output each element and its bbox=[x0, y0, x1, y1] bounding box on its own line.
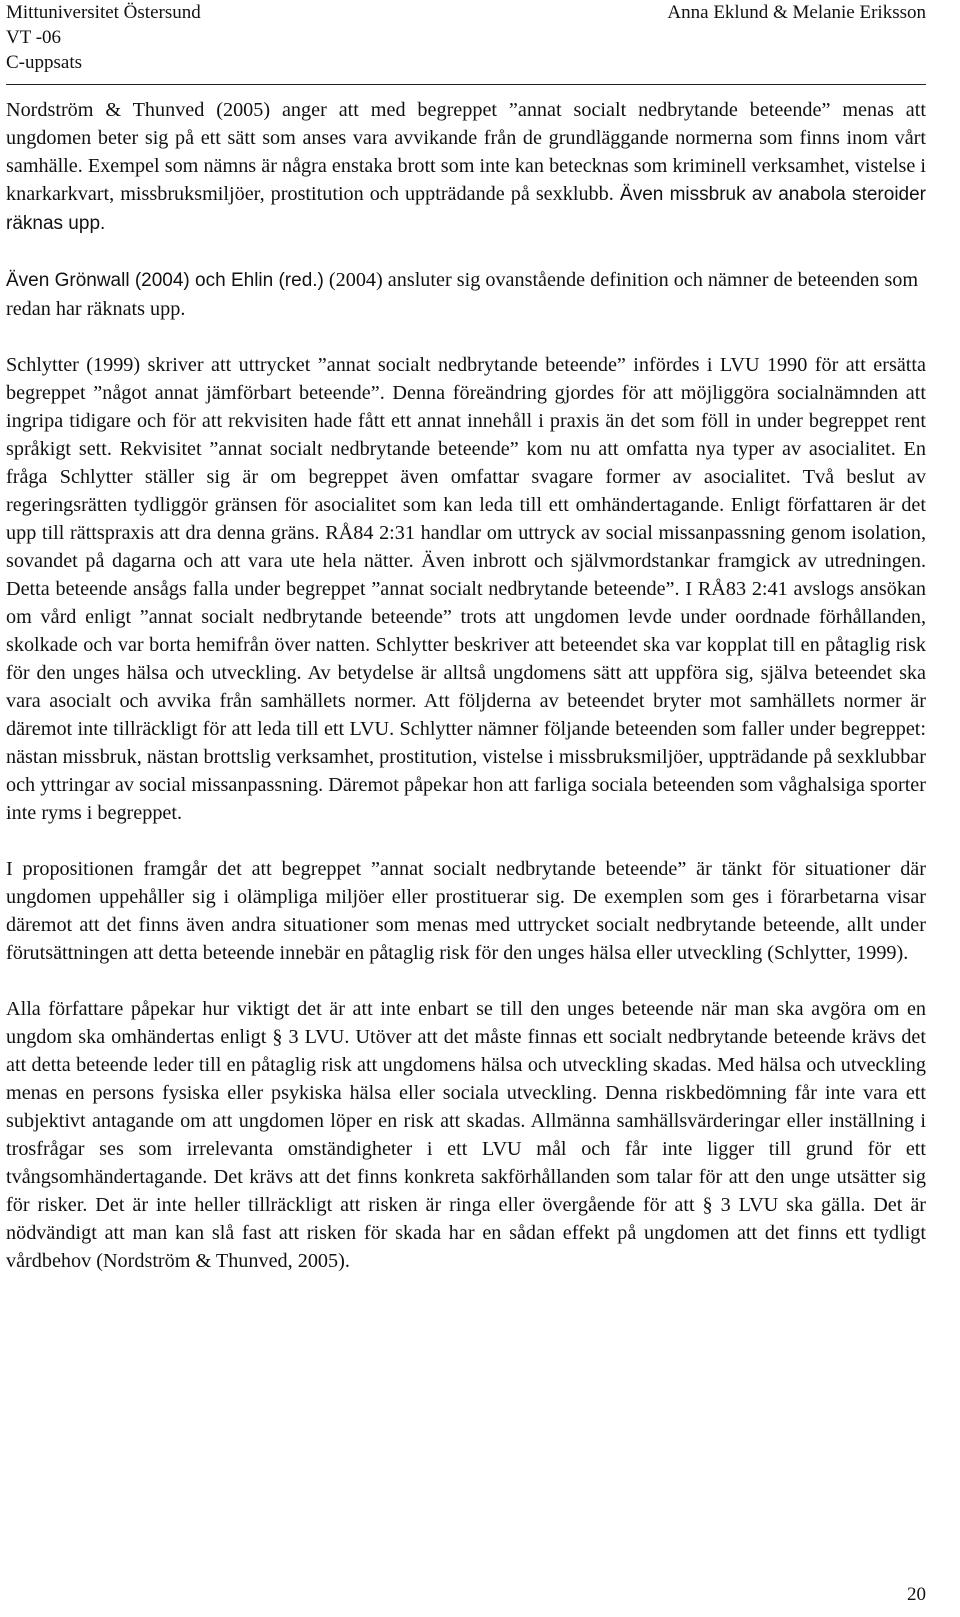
paragraph-2-serif: (2004) ansluter sig ovanstående definition och nämner de beteenden som redan har räknats upp. bbox=[6, 269, 919, 320]
paragraph-2 bbox=[6, 266, 926, 323]
header-authors: Anna Eklund & Melanie Eriksson bbox=[667, 2, 926, 23]
paragraph-1 bbox=[6, 96, 926, 238]
paragraph-3: Schlytter (1999) skriver att uttrycket ”annat socialt nedbrytande beteende” infördes i LVU 1990 för att ersätta begreppet ”något annat jämförbart beteende”. Denna föreändring gjordes för att möjliggöra socialnämnden att ingripa tidigare och för att rekvisiten hade fått ett annat innehåll i praxis än det som föll in under begreppet rent språkigt sett. Rekvisitet ”annat socialt nedbrytande beteende” kom nu att omfatta nya typer av asocialitet. En fråga Schlytter ställer sig är om begreppet även omfattar svagare former av asocialitet. Två beslut av regeringsrätten tydliggör gränsen för asocialitet som kan leda till ett omhändertagande. Enligt författaren är det upp till rättspraxis att dra denna gräns. RÅ84 2:31 handlar om uttryck av social missanpassning genom isolation, sovandet på dagarna och att vara ute hela nätter. Även inbrott och självmordstankar framgick av utredningen. Detta beteende ansågs falla under begreppet ”annat socialt nedbrytande beteende”. I RÅ83 2:41 avslogs ansökan om vård enligt ”annat socialt nedbrytande beteende” trots att ungdomen levde under oordnade förhållanden, skolkade och var borta hemifrån över natten. Schlytter beskriver att beteendet ska var kopplat till en påtaglig risk för den unges hälsa och utveckling. Av betydelse är alltså ungdomens sätt att uppföra sig, själva beteendet ska vara asocialt och avvika från samhällets normer. Att följderna av beteendet bryter mot samhällets normer är däremot inte tillräckligt för att leda till ett LVU. Schlytter nämner följande beteenden som faller under begreppet: nästan missbruk, nästan brottslig verksamhet, prostitution, vistelse i missbruksmiljöer, uppträdande på sexklubbar och yttringar av social missanpassning. Däremot påpekar hon att farliga sociala beteenden som våghalsiga sporter inte ryms i begreppet. bbox=[6, 354, 926, 824]
page-number: 20 bbox=[907, 1584, 926, 1605]
header-university: Mittuniversitet Östersund bbox=[6, 2, 201, 23]
header-type: C-uppsats bbox=[6, 52, 82, 73]
document-body bbox=[6, 96, 926, 1303]
paragraph-1-serif: Nordström & Thunved (2005) anger att med begreppet ”annat socialt nedbrytande beteende” menas att ungdomen beter sig på ett sätt som anses vara avvikande från de grundläggande normerna som finns inom vårt samhälle. Exempel som nämns är några enstaka brott som inte kan betecknas som kriminell verksamhet, vistelse i knarkarkvart, missbruksmiljöer, prostitution och uppträdande på sexklubb. bbox=[6, 99, 926, 205]
paragraph-5: Alla författare påpekar hur viktigt det är att inte enbart se till den unges beteende när man ska avgöra om en ungdom ska omhändertas enligt § 3 LVU. Utöver att det måste finnas ett socialt nedbrytande beteende krävs det att detta beteende leder till en påtaglig risk att ungdomens hälsa och utveckling skadas. Med hälsa och utveckling menas en persons fysiska eller psykiska hälsa eller sociala utveckling. Denna riskbedömning får inte vara ett subjektivt antagande om att ungdomen löper en risk att skadas. Allmänna samhällsvärderingar eller inställning i trosfrågar ses som irrelevanta omständigheter i ett LVU mål och får inte ligger till grund för ett tvångsomhändertagande. Det krävs att det finns konkreta sakförhållanden som talar för att den unge utsätter sig för risker. Det är inte heller tillräckligt att risken är ringa eller övergående för att § 3 LVU ska gälla. Det är nödvändigt att man kan slå fast att risken för skada har en sådan effekt på ungdomen att det finns ett tydligt vårdbehov (Nordström & Thunved, 2005). bbox=[6, 998, 926, 1272]
paragraph-2-sans: Även Grönwall (2004) och Ehlin (red.) bbox=[6, 270, 324, 291]
paragraph-4: I propositionen framgår det att begreppet ”annat socialt nedbrytande beteende” är tänkt för situationer där ungdomen uppehåller sig i olämpliga miljöer eller prostituerar sig. De exemplen som ges i förarbetarna visar däremot att det finns även andra situationer som menas med uttrycket socialt nedbrytande beteende, allt under förutsättningen att detta beteende innebär en påtaglig risk för den unges hälsa eller utveckling (Schlytter, 1999). bbox=[6, 858, 926, 964]
header-left bbox=[6, 0, 201, 75]
paragraph-1-sans: Även missbruk av anabola steroider räknas upp. bbox=[6, 184, 927, 234]
header-divider bbox=[6, 84, 926, 85]
header-term: VT -06 bbox=[6, 27, 62, 48]
